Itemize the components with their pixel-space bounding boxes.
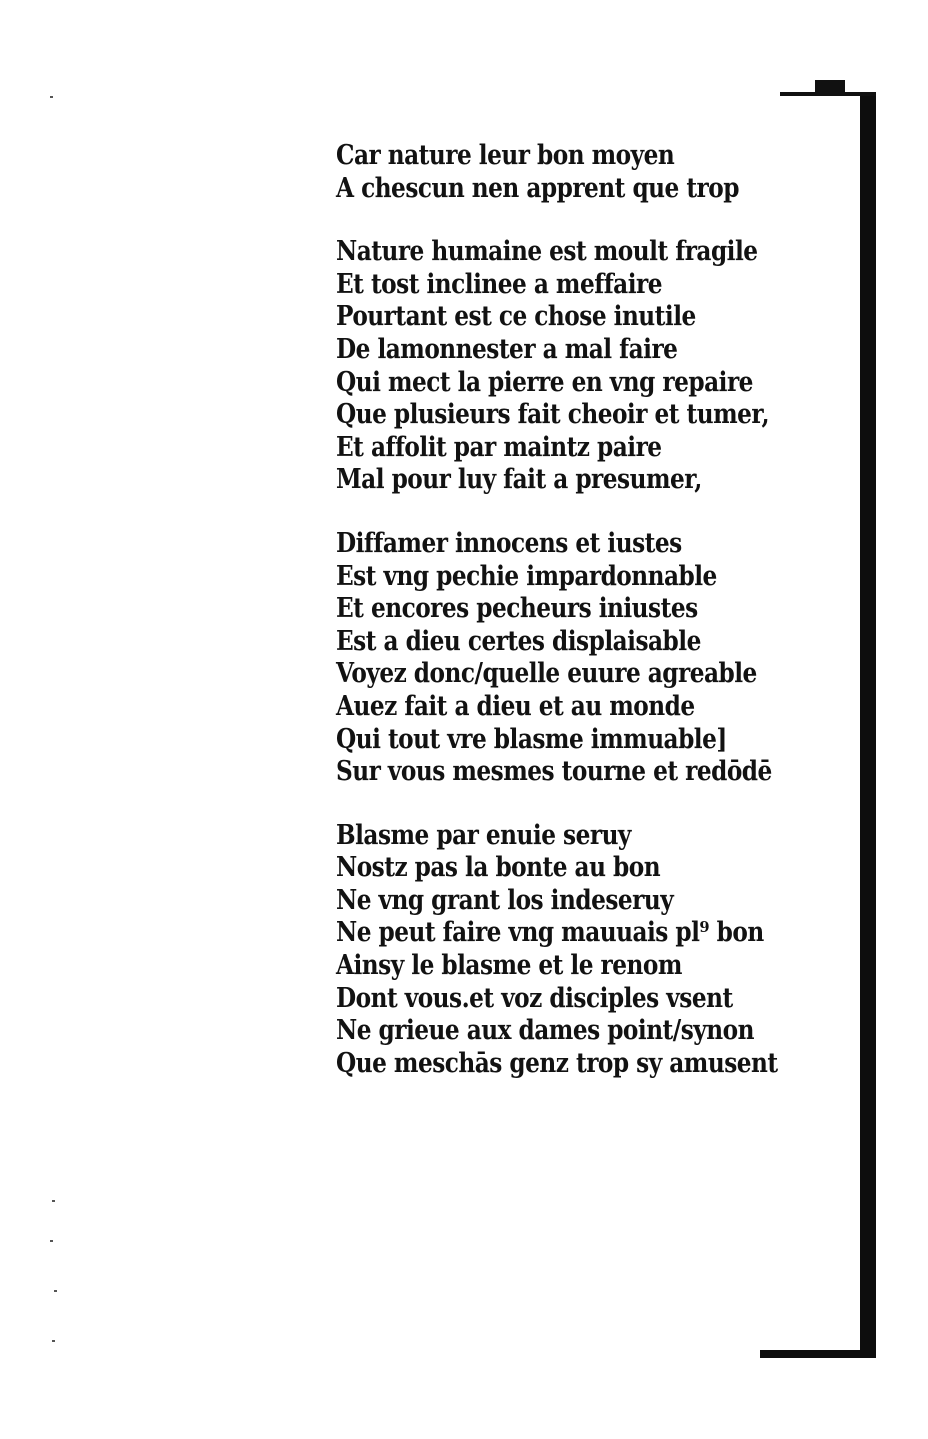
verse-line: Ne grieue aux dames point/synon (336, 1015, 754, 1047)
verse-line: Nature humaine est moult fragile (336, 236, 758, 268)
verse-line: Diffamer innocens et iustes (336, 527, 682, 559)
verse-line: Ne peut faire vng mauuais pl⁹ bon (336, 917, 764, 949)
verse-line: Est vng pechie impardonnable (336, 560, 717, 592)
scan-speck (54, 1290, 57, 1292)
page-edge-shadow (760, 1350, 876, 1358)
verse-line: Car nature leur bon moyen (336, 140, 675, 171)
verse-line: Qui mect la pierre en vng repaire (336, 366, 753, 398)
verse-line: Sur vous mesmes tourne et redōdē (336, 756, 772, 788)
verse-line: Blasme par enuie seruy (336, 819, 631, 851)
verse-line: Dont vous.et voz disciples vsent (336, 982, 733, 1014)
verse-line: Ainsy le blasme et le renom (336, 950, 682, 982)
verse-line: Nostz pas la bonte au bon (336, 852, 661, 884)
verse-line: Pourtant est ce chose inutile (336, 301, 696, 333)
binding-edge (860, 96, 876, 1358)
scan-speck (50, 96, 53, 98)
verse-line: Qui tout vre blasme immuable] (336, 723, 727, 755)
stanza (336, 820, 796, 1081)
poem-text (336, 140, 796, 1111)
verse-line: Et tost inclinee a meffaire (336, 268, 662, 300)
verse-line: Et encores pecheurs iniustes (336, 593, 698, 625)
scan-speck (52, 1340, 55, 1342)
stanza (336, 236, 796, 497)
verse-line: Ne vng grant los indeseruy (336, 884, 674, 916)
verse-line: Auez fait a dieu et au monde (336, 690, 695, 722)
verse-line: Mal pour luy fait a presumer, (336, 464, 702, 496)
verse-line: Et affolit par maintz paire (336, 431, 662, 463)
verse-line: Est a dieu certes displaisable (336, 625, 701, 657)
verse-line: Que plusieurs fait cheoir et tumer, (336, 399, 770, 431)
verse-line: Que meschās genz trop sy amusent (336, 1047, 778, 1079)
scan-speck (50, 1240, 53, 1242)
verse-line: De lamonnester a mal faire (336, 333, 678, 365)
verse-line: A chescun nen apprent que trop (336, 172, 739, 204)
scan-speck (52, 1200, 55, 1202)
stanza (336, 528, 796, 789)
stanza (336, 140, 796, 205)
verse-line: Voyez donc/quelle euure agreable (336, 658, 757, 690)
